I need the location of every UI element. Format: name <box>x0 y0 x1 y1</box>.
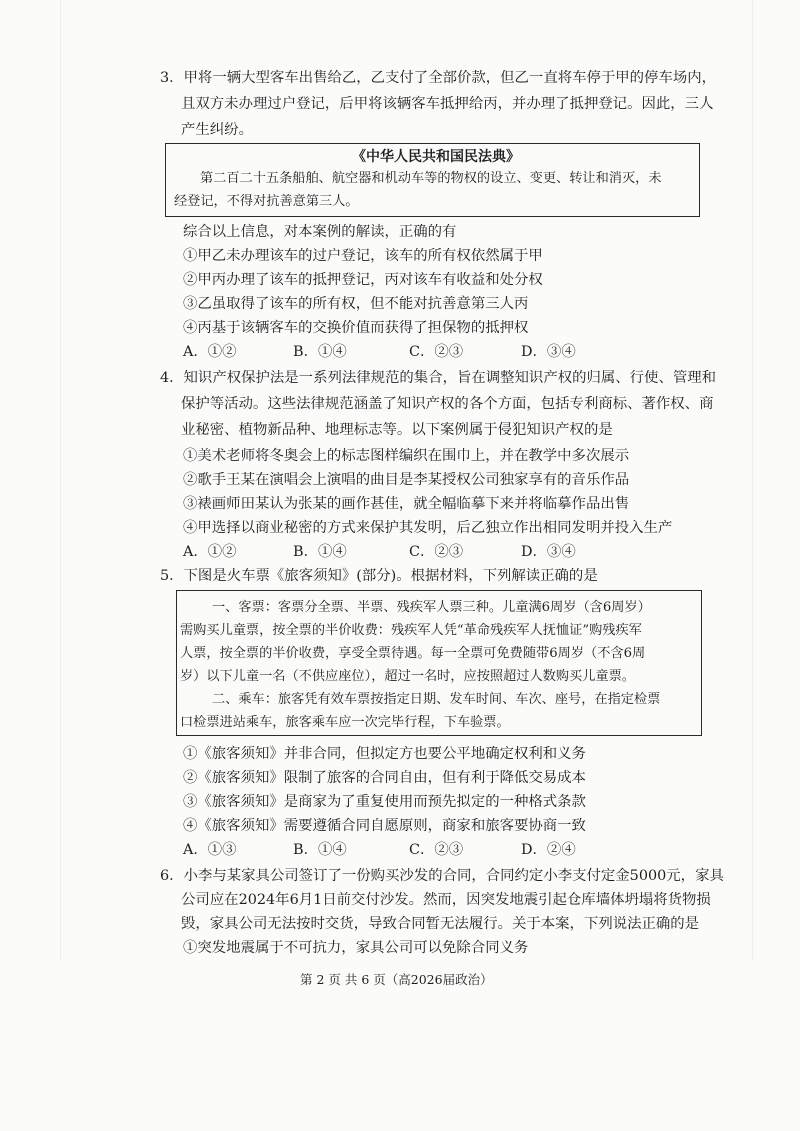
q6-line-3: 毁，家具公司无法按时交货，导致合同暂无法履行。关于本案，下列说法正确的是 <box>181 916 700 932</box>
q5-item-2: ②《旅客须知》限制了旅客的合同自由，但有利于降低交易成本 <box>183 770 586 786</box>
q5-item-4: ④《旅客须知》需要遵循合同自愿原则，商家和旅客要协商一致 <box>183 818 586 834</box>
q3-line-3: 产生纠纷。 <box>181 122 253 138</box>
q5-box-line-6: 口检票进站乘车，旅客乘车应一次完毕行程，下车验票。 <box>180 715 510 730</box>
q3-item-4: ④丙基于该辆客车的交换价值而获得了担保物的抵押权 <box>183 320 529 336</box>
q4-line-2: 保护等活动。这些法律规范涵盖了知识产权的各个方面，包括专利商标、著作权、商 <box>181 396 714 412</box>
q3-item-1: ①甲乙未办理该车的过户登记，该车的所有权依然属于甲 <box>183 248 543 264</box>
q3-law-box-line-2: 经登记，不得对抗善意第三人。 <box>174 194 359 209</box>
q5-item-3: ③《旅客须知》是商家为了重复使用而预先拟定的一种格式条款 <box>183 794 586 810</box>
q4-item-2: ②歌手王某在演唱会上演唱的曲目是李某授权公司独家享有的音乐作品 <box>183 472 630 488</box>
q3-item-2: ②甲丙办理了该车的抵押登记，丙对该车有收益和处分权 <box>183 272 543 288</box>
q4-option-c: C．②③ <box>409 544 464 560</box>
q6-line-1: 6．小李与某家具公司签订了一份购买沙发的合同，合同约定小李支付定金5000元，家具 <box>160 868 724 884</box>
q3-law-box-line-1: 第二百二十五条船舶、航空器和机动车等的物权的设立、变更、转让和消灭，未 <box>200 171 662 186</box>
q3-item-3: ③乙虽取得了该车的所有权，但不能对抗善意第三人丙 <box>183 296 529 312</box>
q3-line-1: 3．甲将一辆大型客车出售给乙，乙支付了全部价款，但乙一直将车停于甲的停车场内， <box>160 70 717 86</box>
scan-edge-right <box>752 0 753 960</box>
q4-option-d: D．③④ <box>521 544 576 560</box>
page-footer: 第 2 页 共 6 页（高2026届政治） <box>300 972 493 987</box>
q5-option-d: D．②④ <box>521 842 576 858</box>
q6-item-1: ①突发地震属于不可抗力，家具公司可以免除合同义务 <box>183 940 529 956</box>
q4-line-1: 4．知识产权保护法是一系列法律规范的集合，旨在调整知识产权的归属、行使、管理和 <box>160 370 717 386</box>
q3-option-b: B．①④ <box>293 344 347 360</box>
q5-line-1: 5．下图是火车票《旅客须知》(部分)。根据材料，下列解读正确的是 <box>160 568 598 584</box>
q4-item-4: ④甲选择以商业秘密的方式来保护其发明，后乙独立作出相同发明并投入生产 <box>183 520 673 536</box>
q4-option-a: A．①② <box>183 544 237 560</box>
q3-option-c: C．②③ <box>409 344 464 360</box>
q3-option-a: A．①② <box>183 344 237 360</box>
q5-box-line-1: 一、客票：客票分全票、半票、残疾军人票三种。儿童满6周岁（含6周岁） <box>212 600 651 615</box>
q5-item-1: ①《旅客须知》并非合同，但拟定方也要公平地确定权利和义务 <box>183 746 586 762</box>
q6-line-2: 公司应在2024年6月1日前交付沙发。然而，因突发地震引起仓库墙体坍塌将货物损 <box>181 892 711 908</box>
q5-option-a: A．①③ <box>183 842 237 858</box>
q5-box-line-4: 岁）以下儿童一名（不供应座位），超过一名时，应按照超过人数购买儿童票。 <box>180 669 635 684</box>
q4-item-3: ③裱画师田某认为张某的画作甚佳，就全幅临摹下来并将临摹作品出售 <box>183 496 630 512</box>
scan-edge-left <box>60 0 61 960</box>
q3-prompt: 综合以上信息，对本案例的解读，正确的有 <box>183 224 457 240</box>
q4-item-1: ①美术老师将冬奥会上的标志图样编织在围巾上，并在教学中多次展示 <box>183 448 630 464</box>
q3-law-box-title: 《中华人民共和国民法典》 <box>352 149 520 165</box>
q3-line-2: 且双方未办理过户登记，后甲将该辆客车抵押给丙，并办理了抵押登记。因此，三人 <box>181 96 714 112</box>
q5-option-b: B．①④ <box>293 842 347 858</box>
q5-box-line-2: 需购买儿童票，按全票的半价收费：残疾军人凭“革命残疾军人抚恤证”购残疾军 <box>180 623 642 638</box>
q5-option-c: C．②③ <box>409 842 464 858</box>
q5-box-line-5: 二、乘车：旅客凭有效车票按指定日期、发车时间、车次、座号，在指定检票 <box>212 692 661 707</box>
q5-box-line-3: 人票，按全票的半价收费，享受全票待遇。每一全票可免费随带6周岁（不含6周 <box>180 646 646 661</box>
q4-line-3: 业秘密、植物新品种、地理标志等。以下案例属于侵犯知识产权的是 <box>181 422 613 438</box>
q3-option-d: D．③④ <box>521 344 576 360</box>
q4-option-b: B．①④ <box>293 544 347 560</box>
